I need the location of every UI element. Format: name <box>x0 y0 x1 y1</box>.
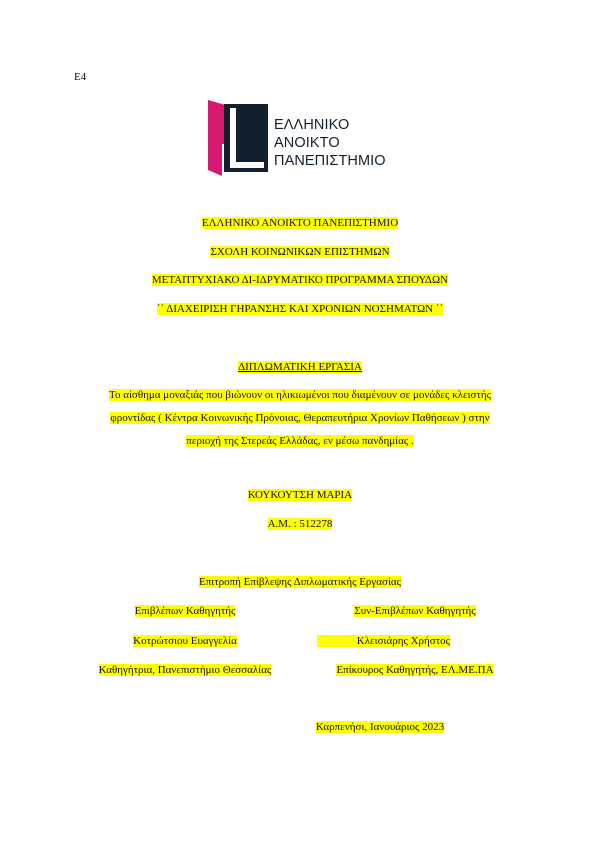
supervisor-name-row <box>80 634 290 648</box>
program-name-row <box>0 273 600 287</box>
specialization-row <box>0 302 600 316</box>
document-code: E4 <box>74 71 87 83</box>
thesis-title <box>85 384 515 453</box>
logo-line-3: ΠΑΝΕΠΙΣΤΗΜΙΟ <box>274 153 386 169</box>
thesis-label-row <box>0 360 600 374</box>
supervisor-role-row <box>80 604 290 618</box>
supervisor-name: Κοτρώτσιου Ευαγγελία <box>133 635 237 647</box>
supervisor-title: Καθηγήτρια, Πανεπιστήμιο Θεσσαλίας <box>98 664 272 676</box>
thesis-label: ΔΙΠΛΩΜΑΤΙΚΗ ΕΡΓΑΣΙΑ <box>238 361 362 373</box>
thesis-title-line-2: φροντίδας ( Κέντρα Κοινωνικής Πρόνοιας, Θεραπευτήρια Χρονίων Παθήσεων ) στην <box>110 412 490 424</box>
logo-mark-icon <box>206 100 270 176</box>
co-supervisor-role-row <box>300 604 530 618</box>
co-supervisor-title: Επίκουρος Καθηγητής, ΕΛ.ΜΕ.ΠΑ <box>336 664 494 676</box>
thesis-title-line-3: περιοχή της Στερεάς Ελλάδας, εν μέσω πανδημίας . <box>186 435 414 447</box>
place-date: Καρπενήσι, Ιανουάριος 2023 <box>315 721 445 733</box>
program-name: ΜΕΤΑΠΤΥΧΙΑΚΟ ΔΙ-ΙΔΡΥΜΑΤΙΚΟ ΠΡΟΓΡΑΜΜΑ ΣΠΟΥΔΩΝ <box>151 274 449 286</box>
school-name: ΣΧΟΛΗ ΚΟΙΝΩΝΙΚΩΝ ΕΠΙΣΤΗΜΩΝ <box>210 246 390 258</box>
logo-wordmark <box>274 116 386 170</box>
author-name: ΚΟΥΚΟΥΤΣΗ ΜΑΡΙΑ <box>247 489 353 501</box>
specialization-name: ΄΄ ΔΙΑΧΕΙΡΙΣΗ ΓΗΡΑΝΣΗΣ ΚΑΙ ΧΡΟΝΙΩΝ ΝΟΣΗΜΑΤΩΝ ΄΄ <box>156 303 444 315</box>
thesis-title-line-1: Το αίσθημα μοναξιάς που βιώνουν οι ηλικιωμένοι που διαμένουν σε μονάδες κλειστής <box>109 389 491 401</box>
school-name-row <box>0 245 600 259</box>
supervisor-title-row <box>80 663 290 677</box>
committee-heading: Επιτροπή Επίβλεψης Διπλωματικής Εργασίας <box>198 576 402 588</box>
university-logo <box>206 100 396 176</box>
co-supervisor-title-row <box>300 663 530 677</box>
co-supervisor-role: Συν-Επιβλέπων Καθηγητής <box>354 605 476 617</box>
logo-line-2: ΑΝΟΙΚΤΟ <box>274 135 340 151</box>
author-name-row <box>0 488 600 502</box>
university-name: ΕΛΛΗΝΙΚΟ ΑΝΟΙΚΤΟ ΠΑΝΕΠΙΣΤΗΜΙΟ <box>201 217 399 229</box>
university-name-row <box>0 216 600 230</box>
logo-line-1: ΕΛΛΗΝΙΚΟ <box>274 117 350 133</box>
supervisor-role: Επιβλέπων Καθηγητής <box>134 605 236 617</box>
student-id-row <box>0 517 600 531</box>
committee-heading-row <box>0 575 600 589</box>
co-supervisor-name: Κλεισιάρης Χρήστος <box>317 635 450 647</box>
co-supervisor-name-row <box>305 634 450 648</box>
student-id: Α.Μ. : 512278 <box>267 518 333 530</box>
place-date-row <box>300 720 460 734</box>
